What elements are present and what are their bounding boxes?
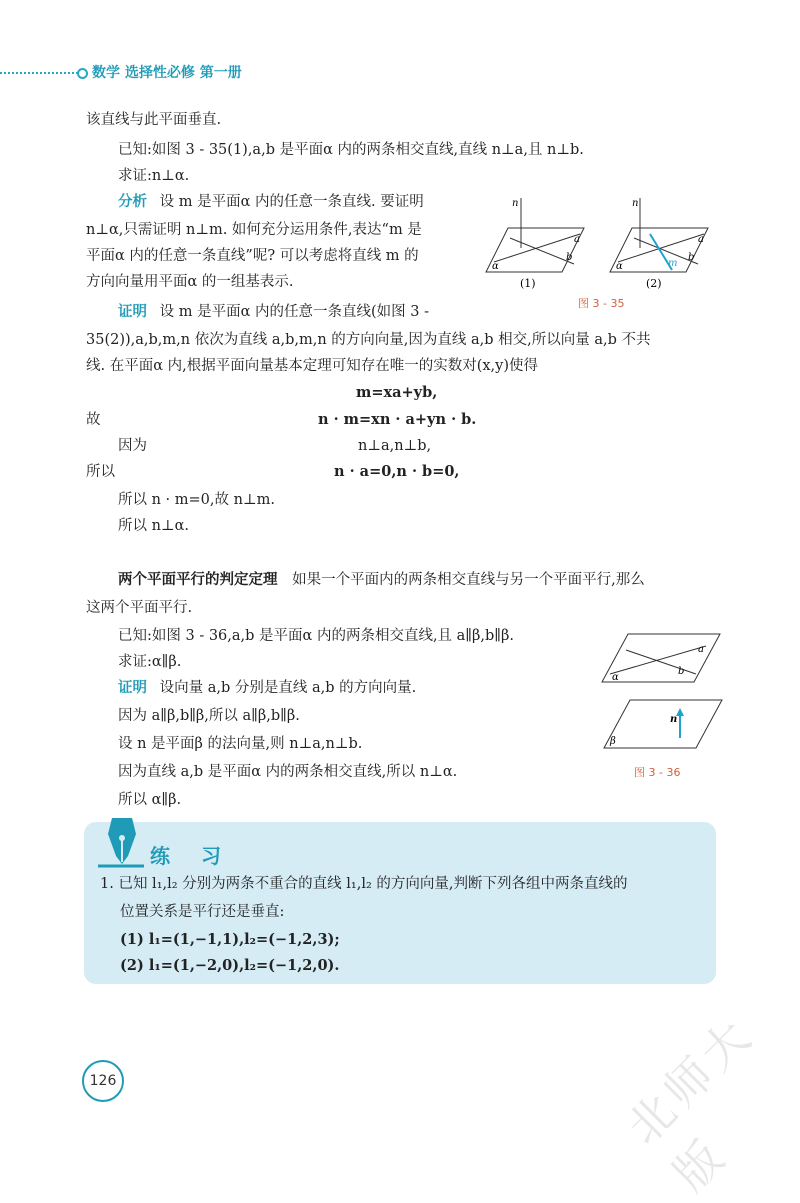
theorem-line	[118, 570, 645, 590]
watermark: 北师大版	[616, 1006, 765, 1202]
proof-conclusion-1: 所以 n · m=0,故 n⊥m.	[118, 492, 275, 508]
proof-line	[118, 302, 429, 322]
proof-text: 设 m 是平面α 内的任意一条直线(如图 3 -	[159, 304, 429, 320]
label-n-2: n	[632, 198, 639, 209]
given-2: 已知:如图 3 - 36,a,b 是平面α 内的两条相交直线,且 a∥β,b∥β.	[118, 628, 514, 644]
theorem-label: 两个平面平行的判定定理	[118, 571, 278, 588]
proof2-line	[118, 678, 416, 698]
analysis-text: 设 m 是平面α 内的任意一条直线. 要证明	[159, 194, 424, 210]
proof2-text: 设向量 a,b 分别是直线 a,b 的方向向量.	[159, 680, 417, 696]
subcaption-2: (2)	[646, 277, 662, 290]
line-b-1	[510, 238, 574, 264]
header-dotted-rule	[0, 72, 78, 74]
equation-4: n · a=0,n · b=0,	[334, 463, 460, 480]
figure-3-36	[600, 628, 725, 758]
pen-nib-icon	[98, 812, 146, 868]
analysis-line	[118, 192, 424, 212]
exercise-title: 练 习	[150, 844, 233, 868]
equation-1: m=xa+yb,	[356, 384, 438, 401]
proof-text-3: 线. 在平面α 内,根据平面向量基本定理可知存在唯一的实数对(x,y)使得	[86, 358, 539, 374]
given-1: 已知:如图 3 - 35(1),a,b 是平面α 内的两条相交直线,直线 n⊥a,且 n⊥b.	[118, 142, 584, 158]
label-gu: 故	[86, 412, 101, 428]
line-b	[626, 650, 696, 674]
analysis-text-3: 平面α 内的任意一条直线”呢? 可以考虑将直线 m 的	[86, 248, 419, 264]
label-a: a	[698, 644, 704, 655]
label-m-2: m	[668, 258, 678, 269]
to-prove-2: 求证:α∥β.	[118, 654, 182, 670]
plane-beta	[604, 700, 722, 748]
theorem-text-2: 这两个平面平行.	[86, 600, 193, 616]
proof2-text-4: 因为直线 a,b 是平面α 内的两条相交直线,所以 n⊥α.	[118, 764, 458, 780]
subcaption-1: (1)	[520, 277, 536, 290]
label-n: n	[670, 714, 678, 725]
to-prove-1: 求证:n⊥α.	[118, 168, 190, 184]
exercise-q1-cont: 位置关系是平行还是垂直:	[120, 904, 285, 920]
proof-label: 证明	[118, 304, 147, 320]
equation-2: n · m=xn · a+yn · b.	[318, 411, 477, 428]
header-title: 数学 选择性必修 第一册	[92, 65, 242, 81]
figure-3-36-caption: 图 3 - 36	[634, 766, 681, 779]
proof-conclusion-2: 所以 n⊥α.	[118, 518, 189, 534]
label-alpha: α	[612, 672, 619, 683]
label-b-1: b	[566, 252, 573, 263]
exercise-q1: 1. 已知 l₁,l₂ 分别为两条不重合的直线 l₁,l₂ 的方向向量,判断下列各组中两条直线的	[100, 876, 628, 892]
exercise-q1-part2: (2) l₁=(1,−2,0),l₂=(−1,2,0).	[120, 957, 340, 974]
label-alpha-2: α	[616, 261, 623, 272]
label-n-1: n	[512, 198, 519, 209]
exercise-q1-part1: (1) l₁=(1,−1,1),l₂=(−1,2,3);	[120, 931, 340, 948]
plane-alpha-1	[486, 228, 584, 272]
label-yinwei: 因为	[118, 438, 147, 454]
header-circle-marker	[77, 68, 88, 79]
proof2-text-2: 因为 a∥β,b∥β,所以 a∥β,b∥β.	[118, 708, 300, 724]
label-beta: β	[610, 736, 616, 747]
line-a	[610, 646, 706, 674]
label-suoyi: 所以	[86, 464, 115, 480]
analysis-text-4: 方向向量用平面α 的一组基表示.	[86, 274, 294, 290]
text-line: 该直线与此平面垂直.	[86, 112, 222, 128]
analysis-label: 分析	[118, 194, 147, 210]
equation-3: n⊥a,n⊥b,	[358, 438, 432, 454]
figure-3-35	[480, 190, 720, 300]
proof-text-2: 35(2)),a,b,m,n 依次为直线 a,b,m,n 的方向向量,因为直线 a,b 相交,所以向量 a,b 不共	[86, 332, 651, 348]
proof2-label: 证明	[118, 680, 147, 696]
label-a-2: a	[698, 234, 704, 245]
figure-3-35-caption: 图 3 - 35	[578, 297, 625, 310]
proof2-text-5: 所以 α∥β.	[118, 792, 182, 808]
analysis-text-2: n⊥α,只需证明 n⊥m. 如何充分运用条件,表达“m 是	[86, 222, 422, 238]
label-b: b	[678, 666, 685, 677]
label-alpha-1: α	[492, 261, 499, 272]
plane-alpha	[602, 634, 720, 682]
label-b-2: b	[688, 252, 695, 263]
page-number: 126	[82, 1060, 124, 1102]
theorem-text: 如果一个平面内的两条相交直线与另一个平面平行,那么	[292, 572, 645, 588]
proof2-text-3: 设 n 是平面β 的法向量,则 n⊥a,n⊥b.	[118, 736, 363, 752]
label-a-1: a	[574, 234, 580, 245]
